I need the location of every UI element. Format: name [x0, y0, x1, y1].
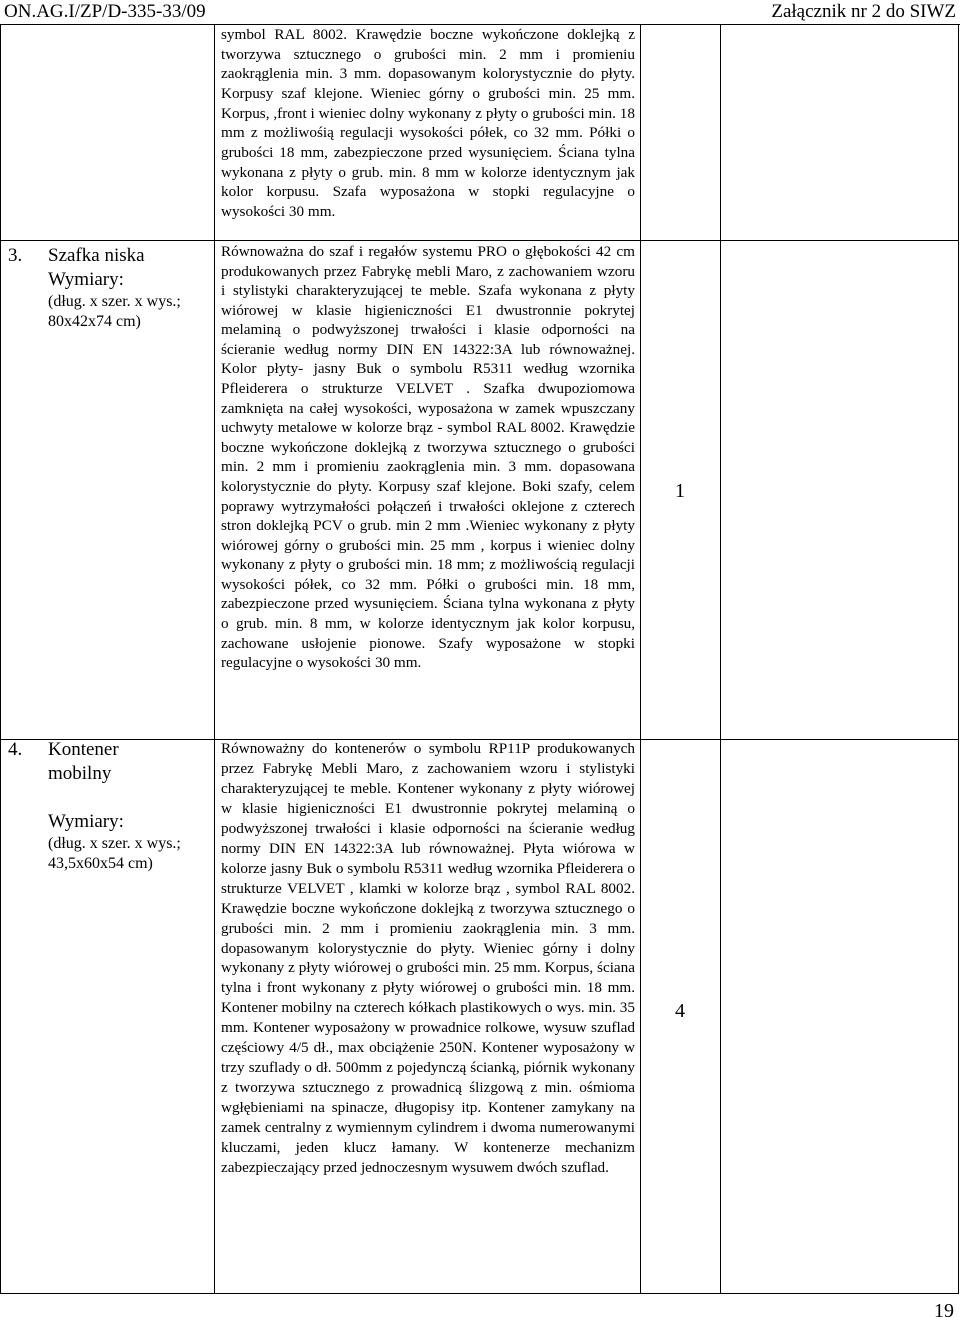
table-border-col2: [640, 24, 641, 1294]
table-border-bottom: [0, 1293, 959, 1294]
page-header: [0, 0, 960, 24]
row-divider-1: [0, 240, 959, 241]
row3-dims-unit: (dług. x szer. x wys.;: [48, 835, 181, 852]
row2-dims-value: 80x42x74 cm): [48, 313, 141, 330]
row1-description: symbol RAL 8002. Krawędzie boczne wykończone doklejką z tworzywa sztucznego o grubości min. 2 mm i promieniu zaokrąglenia min. 3 mm. dopasowanym kolorystycznie do płyty. Korpusy szaf klejone. Wieniec górny o grubości min. 25 mm. Korpus, ,front i wieniec dolny wykonany z płyty o grubości min. 18 mm z możliwośią regulacji wysokości półek, co 32 mm. Półki o grubości 18 mm, zabezpieczone przed wysunięciem. Ściana tylna wykonana z płyty o grub. min. 8 mm w kolorze identycznym jak kolor korpusu. Szafa wyposażona w stopki regulacyjne o wysokości 30 mm.: [221, 26, 635, 220]
row3-quantity: 4: [675, 1000, 685, 1022]
row2-item-cell: [8, 244, 208, 332]
row2-dims-label: Wymiary:: [48, 269, 124, 290]
row3-item-cell: [8, 738, 208, 874]
table-border-right: [958, 24, 959, 1294]
table-border-left: [0, 24, 1, 1294]
row2-dims-unit: (dług. x szer. x wys.;: [48, 293, 181, 310]
row2-item-number: 3.: [8, 245, 23, 266]
row2-item-name: Szafka niska: [48, 245, 145, 266]
row3-item-title: [8, 738, 208, 762]
row3-item-name-2: mobilny: [48, 763, 112, 784]
page-number: 19: [934, 1300, 954, 1322]
table-border-col3: [720, 24, 721, 1294]
row2-item-title: [8, 244, 208, 268]
row3-dims-value: 43,5x60x54 cm): [48, 855, 153, 872]
row3-description: Równoważny do kontenerów o symbolu RP11P produkowanych przez Fabrykę Mebli Maro, z zachowaniem wzoru i stylistyki charakteryzującej te meble. Kontener wykonany z płyty wiórowej w klasie higieniczności E1 dwustronnie pokrytej melaminą o podwyższonej trwałości i klasie odporności na ścieranie według normy DIN EN 14322:3A lub równoważnej. Płyta wiórowa w kolorze jasny Buk o symbolu R5311 według wzornika Pfleiderera o strukturze VELVET , klamki w kolorze brąz , symbol RAL 8002. Krawędzie boczne wykończone doklejką z tworzywa sztucznego o grubości min. 2 mm i promieniu zaokrąglenia min. 3 mm. dopasowanym kolorystycznie do płyty. Wieniec górny i dolny wykonany z płyty wiórowej o grubości min. 25 mm. Korpus, ściana tylna i front wykonany z płyty wiórowej o grubości min. 18 mm. Kontener mobilny na czterech kółkach plastikowych o wys. min. 35 mm. Kontener wyposażony w prowadnice rolkowe, wysuw szuflad częściowy 4/5 dł., max obciążenie 250N. Kontener wyposażony w trzy szuflady o dł. 500mm z pojedynczą ścianką, piórnik wykonany z tworzywa sztucznego z prowadnicą ślizgową z min. ośmioma wgłębieniami na spinacze, długopisy itp. Kontener zamykany na zamek centralny z wymiennym cylindrem i dwoma numerowanymi kluczami, jeden klucz łamany. W kontenerze mechanizm zabezpieczający przed jednoczesnym wysuwem dwóch szuflad.: [221, 740, 635, 1177]
document-code: ON.AG.I/ZP/D-335-33/09: [4, 1, 206, 22]
table-border-col1: [214, 24, 215, 1294]
row3-item-name-1: Kontener: [48, 739, 119, 760]
row3-item-number: 4.: [8, 739, 23, 760]
row2-description: Równoważna do szaf i regałów systemu PRO o głębokości 42 cm produkowanych przez Fabrykę mebli Maro, z zachowaniem wzoru i stylistyki charakteryzującej te meble. Szafa wykonana z płyty wiórowej w klasie higieniczności E1 dwustronnie pokrytej melaminą o podwyższonej trwałości i klasie odporności na ścieranie według normy DIN EN 14322:3A lub równoważnej. Kolor płyty- jasny Buk o symbolu R5311 według wzornika Pfleiderera o strukturze VELVET . Szafka dwupoziomowa zamknięta na całej wysokości, wyposażona w zamek wpuszczany uchwyty metalowe w kolorze brąz - symbol RAL 8002. Krawędzie boczne wykończone doklejką z tworzywa sztucznego o grubości min. 2 mm i promieniu zaokrąglenia min. 3 mm. dopasowana kolorystycznie do płyty. Korpusy szaf klejone. Boki szafy, celem poprawy wytrzymałości połączeń i trwałości oklejone z czterech stron doklejką PCV o grub. min 2 mm .Wieniec wykonany z płyty wiórowej górny o grubości min. 25 mm , korpus i wieniec dolny wykonany z płyty o grubości min. 18 mm; z możliwością regulacji wysokości półek, co 32 mm. Półki o grubości min. 18 mm, zabezpieczone przed wysunięciem. Ściana tylna wykonana z płyty o grub. min. 8 mm, w kolorze identycznym jak kolor korpusu, zachowane usłojenie pionowe. Szafy wyposażone w stopki regulacyjne o wysokości 30 mm.: [221, 243, 635, 672]
annex-label: Załącznik nr 2 do SIWZ: [771, 1, 956, 22]
row3-dims-label: Wymiary:: [48, 811, 124, 832]
row2-quantity: 1: [675, 480, 685, 502]
